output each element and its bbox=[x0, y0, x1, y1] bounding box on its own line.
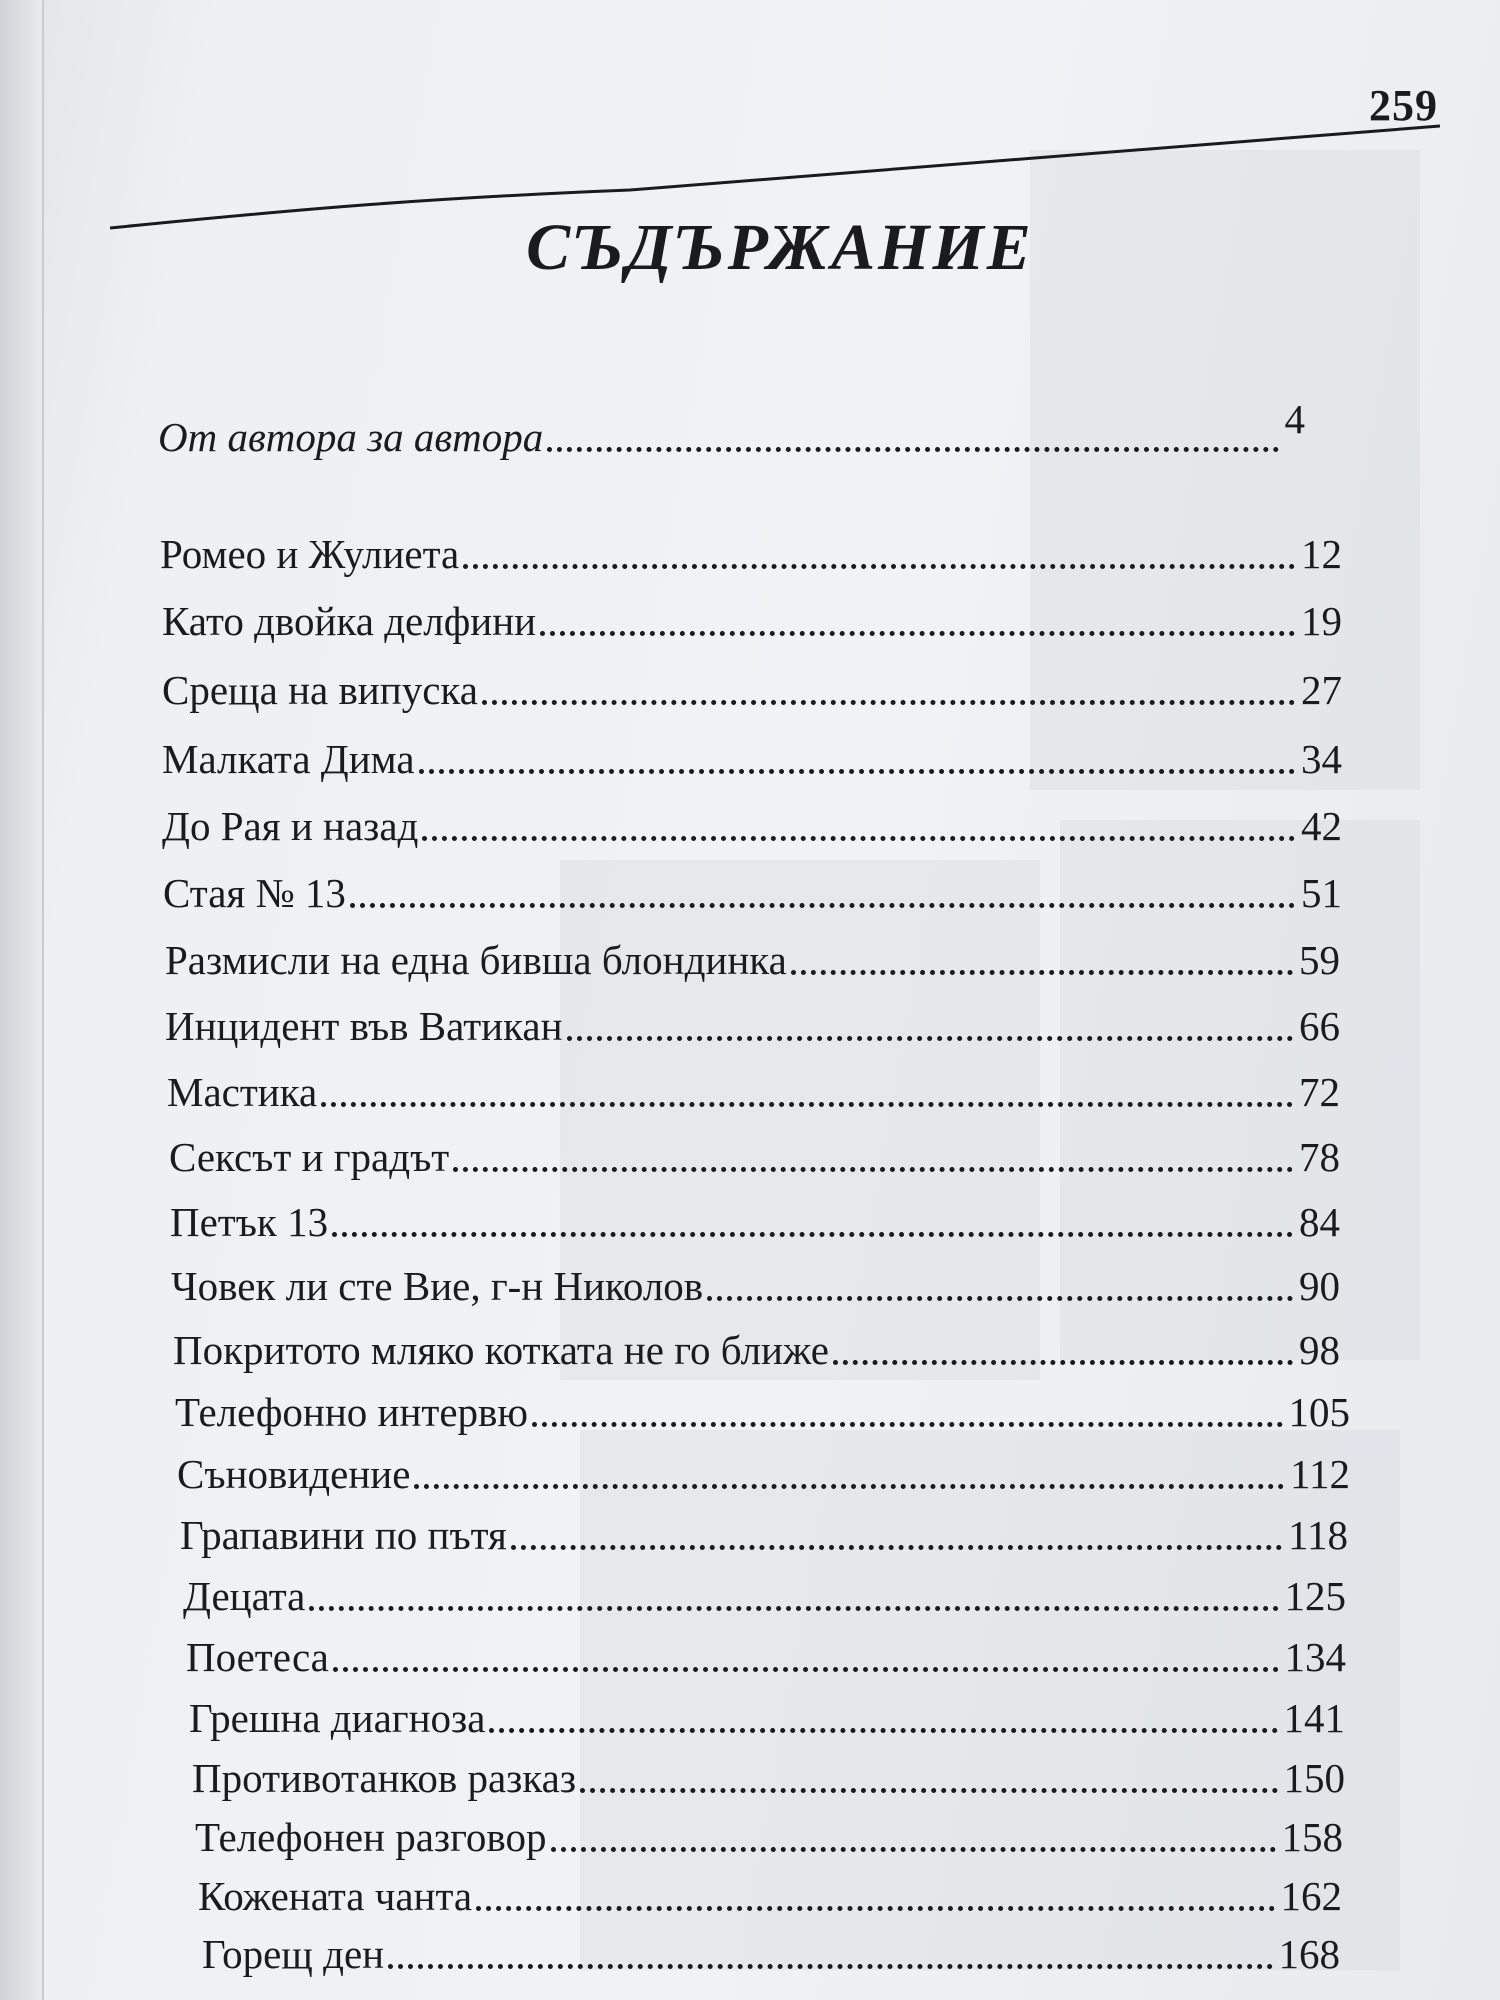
toc-entry-page: 141 bbox=[1283, 1695, 1345, 1741]
toc-entry bbox=[183, 1572, 1346, 1620]
dot-leader bbox=[414, 1484, 1284, 1489]
toc-entry-page: 12 bbox=[1301, 531, 1342, 577]
toc-entry-page: 19 bbox=[1301, 598, 1342, 644]
toc-entry-page: 78 bbox=[1299, 1134, 1340, 1180]
dot-leader bbox=[580, 1788, 1277, 1793]
dot-leader bbox=[419, 769, 1295, 774]
dot-leader bbox=[321, 1102, 1293, 1107]
toc-entry-title: Телефонно интервю bbox=[175, 1389, 529, 1435]
toc-entry-title: Ромео и Жулиета bbox=[160, 531, 460, 577]
toc-entry-page: 162 bbox=[1280, 1873, 1342, 1919]
toc-entry-page: 168 bbox=[1278, 1931, 1340, 1977]
toc-entry-page: 4 bbox=[1284, 396, 1305, 442]
toc-entry-title: До Рая и назад bbox=[162, 803, 419, 849]
dot-leader bbox=[791, 970, 1293, 975]
toc-entry bbox=[177, 1450, 1350, 1498]
dot-leader bbox=[547, 447, 1278, 452]
toc-entry-page: 66 bbox=[1299, 1003, 1340, 1049]
toc-entry-title: Петък 13 bbox=[170, 1199, 329, 1245]
dot-leader bbox=[422, 836, 1295, 841]
toc-entry-title: Съновидение bbox=[177, 1451, 411, 1497]
toc-entry bbox=[180, 1511, 1348, 1559]
toc-entry bbox=[170, 1198, 1340, 1246]
toc-entry bbox=[169, 1133, 1340, 1181]
toc-entry-title: Противотанков разказ bbox=[192, 1755, 577, 1801]
toc-entry-page: 34 bbox=[1301, 736, 1342, 782]
dot-leader bbox=[350, 903, 1295, 908]
dot-leader bbox=[476, 1906, 1274, 1911]
dot-leader bbox=[463, 564, 1295, 569]
toc-entry-title: Като двойка делфини bbox=[162, 598, 537, 644]
toc-entry-title: Кожената чанта bbox=[198, 1873, 473, 1919]
page-number: 259 bbox=[1369, 81, 1438, 130]
toc-entry bbox=[167, 1068, 1340, 1116]
dot-leader bbox=[453, 1167, 1293, 1172]
toc-entry bbox=[175, 1388, 1350, 1436]
toc-entry-page: 84 bbox=[1299, 1199, 1340, 1245]
toc-entry-title: Горещ ден bbox=[202, 1931, 385, 1977]
dot-leader bbox=[482, 700, 1295, 705]
dot-leader bbox=[332, 1232, 1293, 1237]
toc-entry-page: 118 bbox=[1288, 1512, 1348, 1558]
toc-entry-page: 51 bbox=[1301, 870, 1342, 916]
toc-entry-title: Сексът и градът bbox=[169, 1134, 450, 1180]
toc-entry bbox=[162, 802, 1342, 850]
toc-entry-title: Мастика bbox=[167, 1069, 318, 1115]
toc-entry-title: Човек ли сте Вие, г-н Николов bbox=[171, 1263, 704, 1309]
toc-entry bbox=[192, 1754, 1345, 1802]
toc-entry-title: Стая № 13 bbox=[163, 870, 346, 916]
toc-entry bbox=[160, 530, 1342, 578]
dot-leader bbox=[707, 1296, 1293, 1301]
toc-entry-preface bbox=[158, 395, 1305, 461]
dot-leader bbox=[333, 1667, 1279, 1672]
toc-entry-title: Децата bbox=[183, 1573, 306, 1619]
toc-entry bbox=[165, 936, 1340, 984]
toc-entry bbox=[173, 1326, 1340, 1374]
dot-leader bbox=[567, 1036, 1293, 1041]
dot-leader bbox=[532, 1422, 1282, 1427]
toc-entry-page: 42 bbox=[1301, 803, 1342, 849]
toc-entry-title: Поетеса bbox=[186, 1634, 329, 1680]
toc-entry bbox=[171, 1262, 1340, 1310]
toc-entry-title: Телефонен разговор bbox=[195, 1814, 547, 1860]
toc-entry bbox=[162, 597, 1342, 645]
toc-entry-page: 72 bbox=[1299, 1069, 1340, 1115]
toc-entry-page: 59 bbox=[1299, 937, 1340, 983]
toc-entry-page: 125 bbox=[1284, 1573, 1346, 1619]
toc-entry bbox=[162, 666, 1342, 714]
toc-entry bbox=[202, 1930, 1340, 1978]
dot-leader bbox=[833, 1360, 1293, 1365]
dot-leader bbox=[540, 631, 1295, 636]
toc-entry bbox=[162, 735, 1342, 783]
toc-entry bbox=[163, 869, 1342, 917]
dot-leader bbox=[309, 1606, 1278, 1611]
toc-entry-page: 90 bbox=[1299, 1263, 1340, 1309]
toc-entry-title: Инцидент във Ватикан bbox=[165, 1003, 563, 1049]
toc-entry-title: Размисли на една бивша блондинка bbox=[165, 937, 787, 983]
toc-entry bbox=[195, 1813, 1343, 1861]
toc-entry-page: 134 bbox=[1284, 1634, 1346, 1680]
toc-entry-title: Грешна диагноза bbox=[189, 1695, 486, 1741]
contents-heading: СЪДЪРЖАНИЕ bbox=[526, 211, 1034, 284]
toc-entry-page: 105 bbox=[1288, 1389, 1350, 1435]
dot-leader bbox=[551, 1847, 1276, 1852]
toc-entry-page: 150 bbox=[1283, 1755, 1345, 1801]
toc-entry bbox=[186, 1633, 1346, 1681]
toc-entry-page: 27 bbox=[1301, 667, 1342, 713]
page-binding bbox=[0, 0, 44, 2000]
dot-leader bbox=[388, 1964, 1272, 1969]
toc-entry-page: 98 bbox=[1299, 1327, 1340, 1373]
toc-entry bbox=[165, 1002, 1340, 1050]
dot-leader bbox=[511, 1545, 1282, 1550]
toc-entry-page: 158 bbox=[1281, 1814, 1343, 1860]
toc-entry-page: 112 bbox=[1290, 1451, 1350, 1497]
toc-entry bbox=[189, 1694, 1345, 1742]
dot-leader bbox=[489, 1728, 1277, 1733]
toc-entry-title: Покритото мляко котката не го ближе bbox=[173, 1327, 829, 1373]
toc-entry-title: Среща на випуска bbox=[162, 667, 478, 713]
toc-entry-title: Грапавини по пътя bbox=[180, 1512, 507, 1558]
toc-entry-title: От автора за автора bbox=[158, 414, 544, 460]
toc-entry bbox=[198, 1872, 1342, 1920]
toc-entry-title: Малката Дима bbox=[162, 736, 415, 782]
